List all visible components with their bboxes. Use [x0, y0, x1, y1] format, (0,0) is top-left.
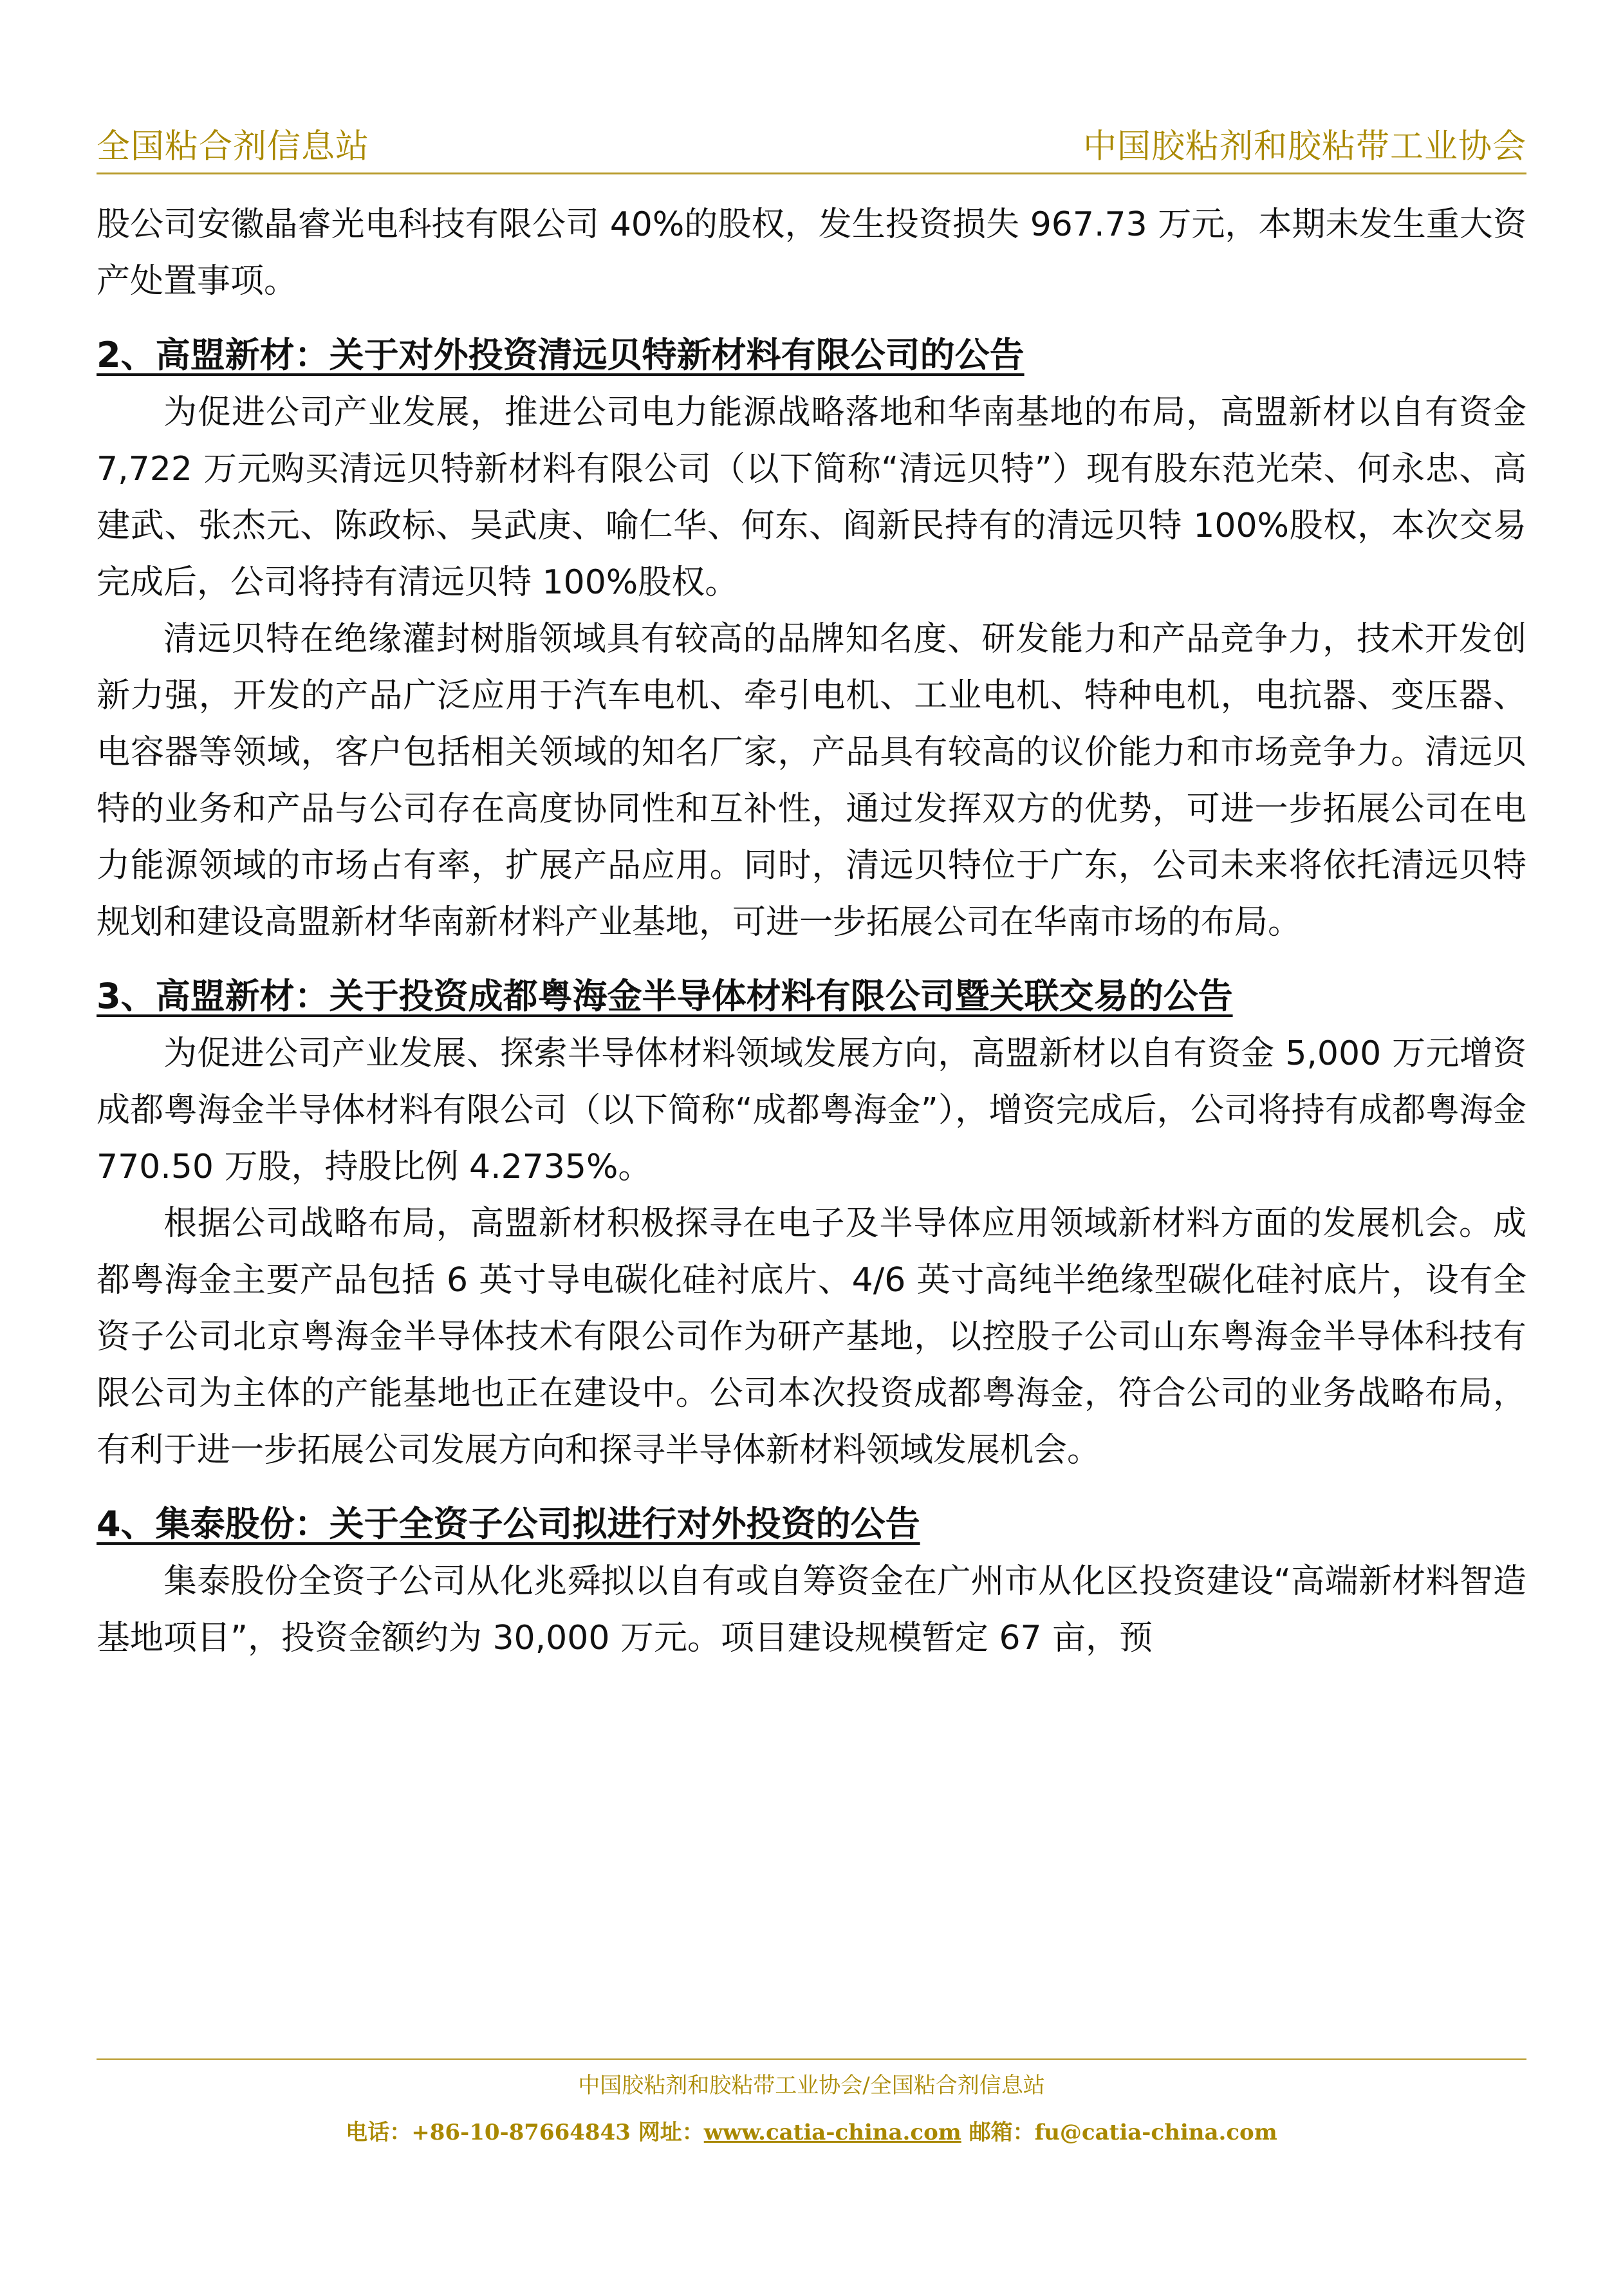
- page-header: [97, 116, 1526, 174]
- footer-contact: [0, 2114, 1623, 2146]
- footer-email-label: 邮箱：: [961, 2120, 1035, 2145]
- footer-phone: +86-10-87664843: [411, 2120, 631, 2145]
- section-heading: 3、高盟新材：关于投资成都粤海金半导体材料有限公司暨关联交易的公告: [97, 976, 1233, 1016]
- footer-divider: [97, 2058, 1526, 2060]
- body-paragraph: 为促进公司产业发展、探索半导体材料领域发展方向，高盟新材以自有资金 5,000 万元增资成都粤海金半导体材料有限公司（以下简称“成都粤海金”），增资完成后，公司将持有成都粤海金 770.50 万股，持股比例 4.2735%。: [97, 1034, 1526, 1186]
- body-paragraph: 清远贝特在绝缘灌封树脂领域具有较高的品牌知名度、研发能力和产品竞争力，技术开发创新力强，开发的产品广泛应用于汽车电机、牵引电机、工业电机、特种电机，电抗器、变压器、电容器等领域，客户包括相关领域的知名厂家，产品具有较高的议价能力和市场竞争力。清远贝特的业务和产品与公司存在高度协同性和互补性，通过发挥双方的优势，可进一步拓展公司在电力能源领域的市场占有率，扩展产品应用。同时，清远贝特位于广东，公司未来将依托清远贝特规划和建设高盟新材华南新材料产业基地，可进一步拓展公司在华南市场的布局。: [97, 620, 1526, 942]
- section-heading: 2、高盟新材：关于对外投资清远贝特新材料有限公司的公告: [97, 335, 1025, 375]
- footer-organization: 中国胶粘剂和胶粘带工业协会/全国粘合剂信息站: [578, 2073, 1045, 2098]
- footer-website-label: 网址：: [630, 2120, 704, 2145]
- footer-website-link[interactable]: www.catia-china.com: [703, 2120, 961, 2145]
- document-body: [97, 196, 1526, 1666]
- intro-paragraph: 股公司安徽晶睿光电科技有限公司 40%的股权，发生投资损失 967.73 万元，本期未发生重大资产处置事项。: [97, 205, 1526, 301]
- body-paragraph: 为促进公司产业发展，推进公司电力能源战略落地和华南基地的布局，高盟新材以自有资金 7,722 万元购买清远贝特新材料有限公司（以下简称“清远贝特”）现有股东范光荣、何永忠、高建武、张杰元、陈政标、吴武庚、喻仁华、何东、阎新民持有的清远贝特 100%股权，本次交易完成后，公司将持有清远贝特 100%股权。: [97, 393, 1526, 602]
- section-heading: 4、集泰股份：关于全资子公司拟进行对外投资的公告: [97, 1504, 920, 1544]
- footer-email: fu@catia-china.com: [1034, 2120, 1277, 2145]
- body-paragraph: 集泰股份全资子公司从化兆舜拟以自有或自筹资金在广州市从化区投资建设“高端新材料智造基地项目”，投资金额约为 30,000 万元。项目建设规模暂定 67 亩，预: [97, 1562, 1526, 1657]
- header-association-name: 中国胶粘剂和胶粘带工业协会: [1082, 127, 1526, 166]
- body-paragraph: 根据公司战略布局，高盟新材积极探寻在电子及半导体应用领域新材料方面的发展机会。成都粤海金主要产品包括 6 英寸导电碳化硅衬底片、4/6 英寸高纯半绝缘型碳化硅衬底片，设有全资子公司北京粤海金半导体技术有限公司作为研产基地，以控股子公司山东粤海金半导体科技有限公司为主体的产能基地也正在建设中。公司本次投资成都粤海金，符合公司的业务战略布局，有利于进一步拓展公司发展方向和探寻半导体新材料领域发展机会。: [97, 1204, 1526, 1470]
- header-site-name: 全国粘合剂信息站: [97, 127, 370, 166]
- footer-phone-label: 电话：: [346, 2120, 412, 2145]
